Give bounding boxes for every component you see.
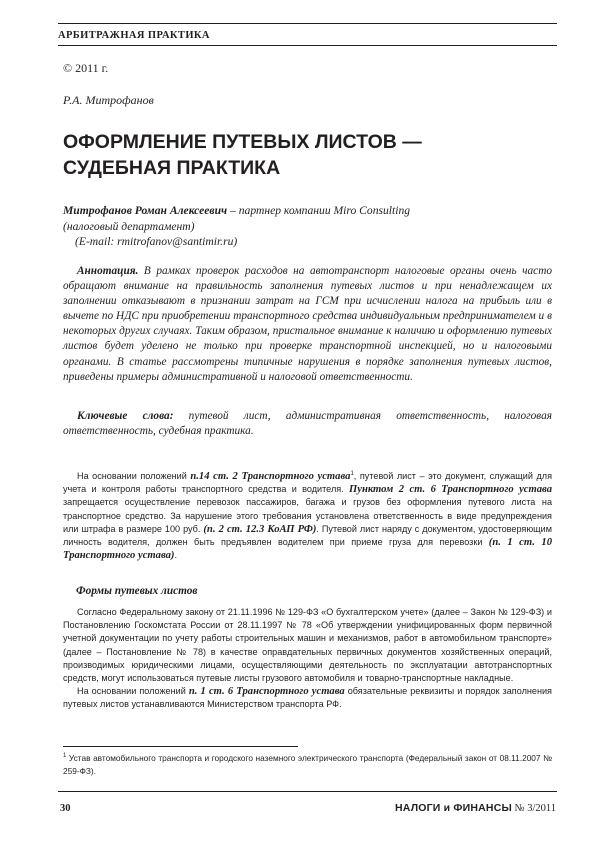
author-email[interactable]: (E-mail: rmitrofanov@santimir.ru) xyxy=(75,235,238,248)
p3-ref-1: п. 1 ст. 6 Транспортного устава xyxy=(188,686,345,698)
p1-text-1: На основании положений xyxy=(77,471,191,481)
journal-title: НАЛОГИ и ФИНАНСЫ xyxy=(395,802,512,814)
title-line-2: СУДЕБНАЯ ПРАКТИКА xyxy=(63,157,281,179)
journal-name xyxy=(395,802,556,814)
author-role: – партнер компании Miro Consulting xyxy=(227,204,411,217)
p1-text-2: , путевой лист – это документ, служащий для учета и контроля работы транспортного средства и водителя. xyxy=(63,471,552,495)
footnote-text: Устав автомобильного транспорта и городского наземного электрического транспорта (Федеральный закон от 08.11.2007 № 259-ФЗ). xyxy=(63,753,552,776)
section-title: АРБИТРАЖНАЯ ПРАКТИКА xyxy=(58,30,210,41)
header-top-rule xyxy=(58,23,557,24)
p1-ref-2: Пунктом 2 ст. 6 Транспортного устава xyxy=(349,484,552,496)
footnote-mark: 1 xyxy=(63,753,67,760)
abstract-label: Аннотация. xyxy=(77,265,139,277)
p1-ref-4: (п. 1 ст. 10 Транспортного устава) xyxy=(63,537,553,562)
p1-text-4: . Путевой лист наряду с документом, удостоверяющим личность водителя, должен быть предъявлен водителем при приеме груза для перевозки xyxy=(63,523,552,548)
title-line-1: ОФОРМЛЕНИЕ ПУТЕВЫХ ЛИСТОВ — xyxy=(63,131,422,153)
article-title xyxy=(63,129,422,181)
author-dept: (налоговый департамент) xyxy=(63,219,195,233)
p1-ref-3: (п. 2 ст. 12.3 КоАП РФ) xyxy=(203,523,317,535)
p1-ref-1: п.14 ст. 2 Транспортного устава xyxy=(190,471,351,482)
subheading: Формы путевых листов xyxy=(76,585,198,597)
paragraph-3 xyxy=(63,685,552,711)
copyright: © 2011 г. xyxy=(63,61,109,75)
p1-text-3: запрещается осуществление перевозок пассажиров, багажа и грузов без оформления путевого листа на транспортное средство. За нарушение этого требования установлена ответственность в виде предупреждения или штрафа в размере 100 руб. xyxy=(63,497,552,534)
footnote-rule xyxy=(63,746,298,747)
keywords-label: Ключевые слова: xyxy=(77,410,174,422)
abstract-text: В рамках проверок расходов на автотранспорт налоговые органы очень часто обращают внимание на правильность заполнения путевых листов и при ненадлежащем их заполнении отказывают в признании затрат на ГСМ при исчислении налога на прибыль или в вычете по НДС при приобретении транспортного средства индивидуальным предпринимателем и в некоторых других случаях. Таким образом, пристальное внимание к наличию и оформлению путевых листов будет уделено не только при проверке транспортной инспекцией, но и налоговыми органами. В статье рассмотрены типичные нарушения в порядке заполнения путевых листов, приведены примеры административной и налоговой ответственности. xyxy=(63,265,552,383)
paragraph-2 xyxy=(63,606,552,712)
keywords-text: путевой лист, административная ответственность, налоговая ответственность, судебная практика. xyxy=(63,410,552,438)
keywords xyxy=(63,409,552,439)
paragraph-1 xyxy=(63,470,552,562)
p3-text-1: На основании положений xyxy=(77,686,189,697)
abstract xyxy=(63,264,552,385)
p3-text-2: обязательные реквизиты и порядок заполнения путевых листов устанавливаются Министерством транспорта РФ. xyxy=(63,686,552,710)
footnote-ref-1[interactable]: 1 xyxy=(350,470,354,477)
footer-rule xyxy=(58,791,557,792)
page-number: 30 xyxy=(60,803,71,814)
header-bottom-rule xyxy=(58,45,557,46)
author-name: Митрофанов Роман Алексеевич xyxy=(63,204,228,217)
author-info xyxy=(63,203,543,234)
p1-text-5: . xyxy=(174,550,177,561)
footnote xyxy=(63,752,552,778)
p2-text: Согласно Федеральному закону от 21.11.1996 № 129-ФЗ «О бухгалтерском учете» (далее – Закон № 129-ФЗ) и Постановлению Госкомстата России от 28.11.1997 № 78 «Об утверждении унифицированных форм первичной учетной документации по учету работы строительных машин и механизмов, работ в автомобильном транспорте» (далее – Постановление № 78) в качестве оправдательных первичных документов хозяйственных операций, производимых юридическими лицами, осуществляющими деятельность по эксплуатации автотранспортных средств, могут использоваться путевые листы грузового автомобиля и товарно-транспортные накладные. xyxy=(63,607,552,684)
author-short: Р.А. Митрофанов xyxy=(63,93,154,107)
journal-issue: № 3/2011 xyxy=(511,803,556,814)
